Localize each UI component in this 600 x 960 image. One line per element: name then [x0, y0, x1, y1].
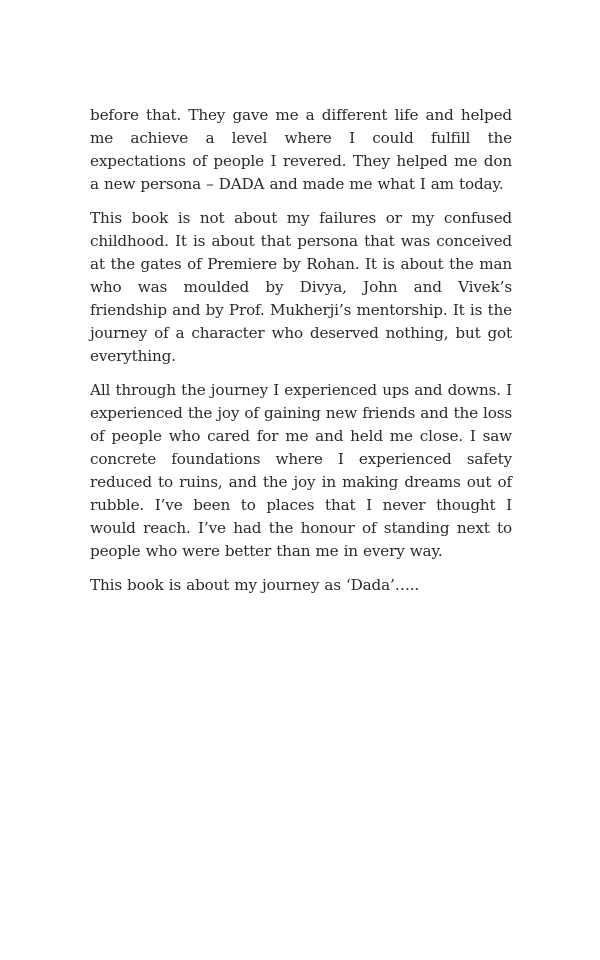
- paragraph-4: This book is about my journey as ‘Dada’…..: [90, 576, 420, 594]
- paragraph-2: This book is not about my failures or my confused childhood. It is about that persona that was conceived at the gates of Premiere by Rohan. It is about the man who was moulded by Divya, John and Vivek’s friendship and by Prof. Mukherji’s mentorship. It is the journey of a character who deserved nothing, but got everything.: [90, 209, 512, 365]
- page-body-text: [90, 104, 512, 597]
- paragraph-3: All through the journey I experienced ups and downs. I experienced the joy of gaining new friends and the loss of people who cared for me and held me close. I saw concrete foundations where I experienced safety reduced to ruins, and the joy in making dreams out of rubble. I’ve been to places that I never thought I would reach. I’ve had the honour of standing next to people who were better than me in every way.: [90, 381, 512, 560]
- paragraph-1: before that. They gave me a different life and helped me achieve a level where I could fulfill the expectations of people I revered. They helped me don a new persona – DADA and made me what I am today.: [90, 106, 512, 193]
